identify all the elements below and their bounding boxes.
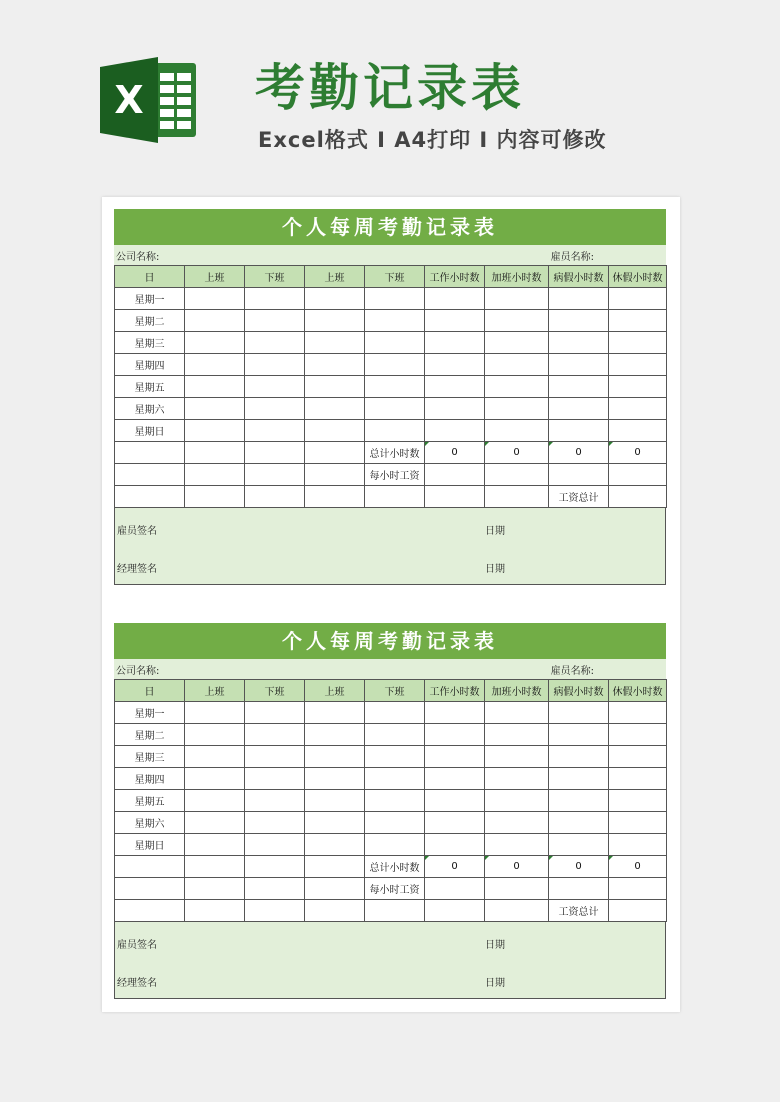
day-row	[115, 354, 667, 376]
day-row	[115, 332, 667, 354]
wage-cell[interactable]	[549, 464, 609, 486]
empty-cell[interactable]	[185, 900, 245, 922]
day-row	[115, 398, 667, 420]
column-header: 上班	[305, 266, 365, 288]
empty-cell[interactable]	[305, 464, 365, 486]
column-header: 日	[115, 266, 185, 288]
time-cell[interactable]	[245, 420, 305, 442]
column-header: 下班	[245, 680, 305, 702]
wage-cell[interactable]	[425, 464, 485, 486]
day-row	[115, 746, 667, 768]
time-cell[interactable]	[305, 288, 365, 310]
time-cell[interactable]	[609, 812, 667, 834]
time-cell[interactable]	[425, 398, 485, 420]
empty-cell[interactable]	[245, 856, 305, 878]
time-cell[interactable]	[549, 812, 609, 834]
time-cell[interactable]	[185, 420, 245, 442]
time-cell[interactable]	[609, 790, 667, 812]
time-cell[interactable]	[609, 834, 667, 856]
time-cell[interactable]	[185, 702, 245, 724]
time-cell[interactable]	[185, 790, 245, 812]
employee-name-label: 雇员名称:	[550, 251, 594, 263]
empty-cell[interactable]	[245, 464, 305, 486]
total-value: 0	[609, 856, 667, 878]
time-cell[interactable]	[549, 834, 609, 856]
total-value: 0	[549, 442, 609, 464]
time-cell[interactable]	[305, 376, 365, 398]
time-cell[interactable]	[365, 398, 425, 420]
hourly-wage-row	[115, 878, 667, 900]
time-cell[interactable]	[485, 724, 549, 746]
empty-cell[interactable]	[305, 856, 365, 878]
time-cell[interactable]	[365, 376, 425, 398]
time-cell[interactable]	[485, 376, 549, 398]
empty-cell[interactable]	[365, 486, 425, 508]
empty-cell[interactable]	[485, 486, 549, 508]
time-cell[interactable]	[245, 834, 305, 856]
column-header: 上班	[185, 266, 245, 288]
column-header: 上班	[305, 680, 365, 702]
time-cell[interactable]	[549, 376, 609, 398]
wage-total-label: 工资总计	[549, 486, 609, 508]
empty-cell[interactable]	[425, 486, 485, 508]
page-title: 考勤记录表	[255, 59, 525, 117]
total-hours-label: 总计小时数	[365, 442, 425, 464]
time-cell[interactable]	[245, 702, 305, 724]
column-header: 工作小时数	[425, 266, 485, 288]
time-cell[interactable]	[425, 746, 485, 768]
empty-cell[interactable]	[485, 900, 549, 922]
time-cell[interactable]	[609, 310, 667, 332]
time-cell[interactable]	[549, 398, 609, 420]
column-header: 病假小时数	[549, 266, 609, 288]
column-header: 病假小时数	[549, 680, 609, 702]
wage-cell[interactable]	[609, 878, 667, 900]
time-cell[interactable]	[549, 354, 609, 376]
day-row	[115, 310, 667, 332]
time-cell[interactable]	[305, 746, 365, 768]
time-cell[interactable]	[485, 354, 549, 376]
empty-cell[interactable]	[185, 464, 245, 486]
time-cell[interactable]	[305, 332, 365, 354]
hourly-wage-row	[115, 464, 667, 486]
empty-cell[interactable]	[245, 486, 305, 508]
time-cell[interactable]	[609, 332, 667, 354]
time-cell[interactable]	[365, 420, 425, 442]
day-label: 星期日	[115, 420, 185, 442]
time-cell[interactable]	[365, 812, 425, 834]
day-label: 星期一	[115, 702, 185, 724]
time-cell[interactable]	[485, 834, 549, 856]
day-row	[115, 288, 667, 310]
wage-total-value[interactable]	[609, 900, 667, 922]
paper-sheet	[102, 197, 680, 1012]
signature-box	[114, 508, 666, 585]
time-cell[interactable]	[485, 812, 549, 834]
info-row	[114, 659, 666, 679]
time-cell[interactable]	[185, 724, 245, 746]
empty-cell[interactable]	[305, 878, 365, 900]
column-header: 日	[115, 680, 185, 702]
empty-cell[interactable]	[115, 900, 185, 922]
day-row	[115, 768, 667, 790]
empty-cell[interactable]	[305, 486, 365, 508]
time-cell[interactable]	[245, 376, 305, 398]
time-cell[interactable]	[245, 812, 305, 834]
employee-date-label: 日期	[485, 526, 505, 537]
time-cell[interactable]	[185, 332, 245, 354]
time-cell[interactable]	[485, 702, 549, 724]
time-cell[interactable]	[365, 354, 425, 376]
time-cell[interactable]	[365, 724, 425, 746]
total-value: 0	[609, 442, 667, 464]
manager-signature-label: 经理签名	[117, 564, 157, 575]
column-header: 上班	[185, 680, 245, 702]
day-label: 星期六	[115, 812, 185, 834]
header-row	[115, 680, 667, 702]
day-row	[115, 790, 667, 812]
day-label: 星期二	[115, 724, 185, 746]
time-cell[interactable]	[365, 332, 425, 354]
day-row	[115, 834, 667, 856]
total-row	[115, 442, 667, 464]
wage-cell[interactable]	[485, 464, 549, 486]
employee-date-label: 日期	[485, 940, 505, 951]
time-cell[interactable]	[609, 354, 667, 376]
page-subtitle: Excel格式 I A4打印 I 内容可修改	[258, 128, 607, 152]
time-cell[interactable]	[305, 834, 365, 856]
empty-cell[interactable]	[185, 856, 245, 878]
empty-cell[interactable]	[305, 442, 365, 464]
time-cell[interactable]	[305, 354, 365, 376]
hourly-wage-label: 每小时工资	[365, 464, 425, 486]
time-cell[interactable]	[365, 288, 425, 310]
wage-total-row	[115, 486, 667, 508]
time-cell[interactable]	[549, 288, 609, 310]
day-label: 星期六	[115, 398, 185, 420]
time-cell[interactable]	[425, 768, 485, 790]
total-value: 0	[485, 856, 549, 878]
day-label: 星期四	[115, 768, 185, 790]
info-row	[114, 245, 666, 265]
time-cell[interactable]	[305, 702, 365, 724]
time-cell[interactable]	[425, 420, 485, 442]
empty-cell[interactable]	[365, 900, 425, 922]
time-cell[interactable]	[365, 834, 425, 856]
time-cell[interactable]	[425, 812, 485, 834]
day-row	[115, 724, 667, 746]
timesheet-form-2	[114, 623, 666, 999]
time-cell[interactable]	[185, 354, 245, 376]
time-cell[interactable]	[305, 768, 365, 790]
column-header: 休假小时数	[609, 680, 667, 702]
day-label: 星期五	[115, 790, 185, 812]
empty-cell[interactable]	[185, 442, 245, 464]
wage-cell[interactable]	[485, 878, 549, 900]
time-cell[interactable]	[245, 790, 305, 812]
time-cell[interactable]	[365, 768, 425, 790]
empty-cell[interactable]	[185, 878, 245, 900]
empty-cell[interactable]	[425, 900, 485, 922]
time-cell[interactable]	[609, 768, 667, 790]
time-cell[interactable]	[549, 332, 609, 354]
day-row	[115, 420, 667, 442]
time-cell[interactable]	[245, 354, 305, 376]
manager-date-label: 日期	[485, 564, 505, 575]
timesheet-form-1	[114, 209, 666, 585]
time-cell[interactable]	[609, 702, 667, 724]
time-cell[interactable]	[485, 768, 549, 790]
time-cell[interactable]	[425, 376, 485, 398]
time-cell[interactable]	[485, 420, 549, 442]
wage-cell[interactable]	[609, 464, 667, 486]
time-cell[interactable]	[549, 768, 609, 790]
empty-cell[interactable]	[185, 486, 245, 508]
empty-cell[interactable]	[245, 878, 305, 900]
timesheet-table	[114, 265, 667, 508]
time-cell[interactable]	[185, 376, 245, 398]
total-value: 0	[549, 856, 609, 878]
time-cell[interactable]	[185, 288, 245, 310]
day-row	[115, 702, 667, 724]
time-cell[interactable]	[425, 834, 485, 856]
time-cell[interactable]	[245, 310, 305, 332]
time-cell[interactable]	[365, 746, 425, 768]
time-cell[interactable]	[365, 790, 425, 812]
column-header: 下班	[245, 266, 305, 288]
wage-total-row	[115, 900, 667, 922]
empty-cell[interactable]	[245, 442, 305, 464]
day-label: 星期三	[115, 332, 185, 354]
time-cell[interactable]	[425, 702, 485, 724]
day-label: 星期日	[115, 834, 185, 856]
time-cell[interactable]	[365, 310, 425, 332]
time-cell[interactable]	[305, 310, 365, 332]
company-name-label: 公司名称:	[116, 251, 160, 263]
sheet-title: 个人每周考勤记录表	[114, 209, 666, 245]
time-cell[interactable]	[245, 332, 305, 354]
time-cell[interactable]	[609, 288, 667, 310]
empty-cell[interactable]	[245, 900, 305, 922]
excel-logo-icon	[100, 55, 200, 145]
employee-signature-label: 雇员签名	[117, 526, 157, 537]
time-cell[interactable]	[485, 790, 549, 812]
column-header: 休假小时数	[609, 266, 667, 288]
total-value: 0	[485, 442, 549, 464]
time-cell[interactable]	[365, 702, 425, 724]
empty-cell[interactable]	[115, 856, 185, 878]
manager-signature-label: 经理签名	[117, 978, 157, 989]
time-cell[interactable]	[549, 724, 609, 746]
day-row	[115, 812, 667, 834]
column-header: 加班小时数	[485, 680, 549, 702]
day-label: 星期四	[115, 354, 185, 376]
time-cell[interactable]	[549, 702, 609, 724]
empty-cell[interactable]	[115, 464, 185, 486]
time-cell[interactable]	[609, 724, 667, 746]
employee-name-label: 雇员名称:	[550, 665, 594, 677]
timesheet-table	[114, 679, 667, 922]
day-label: 星期五	[115, 376, 185, 398]
time-cell[interactable]	[549, 420, 609, 442]
time-cell[interactable]	[185, 310, 245, 332]
header-row	[115, 266, 667, 288]
time-cell[interactable]	[305, 724, 365, 746]
time-cell[interactable]	[245, 398, 305, 420]
time-cell[interactable]	[609, 746, 667, 768]
time-cell[interactable]	[485, 332, 549, 354]
time-cell[interactable]	[305, 812, 365, 834]
total-row	[115, 856, 667, 878]
column-header: 下班	[365, 680, 425, 702]
time-cell[interactable]	[549, 746, 609, 768]
time-cell[interactable]	[425, 790, 485, 812]
time-cell[interactable]	[549, 790, 609, 812]
time-cell[interactable]	[185, 768, 245, 790]
time-cell[interactable]	[425, 332, 485, 354]
empty-cell[interactable]	[305, 900, 365, 922]
excel-logo-letter: X	[114, 78, 144, 122]
column-header: 下班	[365, 266, 425, 288]
time-cell[interactable]	[485, 746, 549, 768]
time-cell[interactable]	[485, 288, 549, 310]
signature-box	[114, 922, 666, 999]
empty-cell[interactable]	[115, 442, 185, 464]
day-label: 星期三	[115, 746, 185, 768]
time-cell[interactable]	[245, 768, 305, 790]
day-row	[115, 376, 667, 398]
wage-cell[interactable]	[425, 878, 485, 900]
total-value: 0	[425, 442, 485, 464]
time-cell[interactable]	[305, 790, 365, 812]
time-cell[interactable]	[485, 310, 549, 332]
column-header: 工作小时数	[425, 680, 485, 702]
sheet-title: 个人每周考勤记录表	[114, 623, 666, 659]
time-cell[interactable]	[305, 420, 365, 442]
company-name-label: 公司名称:	[116, 665, 160, 677]
column-header: 加班小时数	[485, 266, 549, 288]
time-cell[interactable]	[549, 310, 609, 332]
empty-cell[interactable]	[115, 486, 185, 508]
time-cell[interactable]	[425, 724, 485, 746]
employee-signature-label: 雇员签名	[117, 940, 157, 951]
time-cell[interactable]	[185, 834, 245, 856]
hourly-wage-label: 每小时工资	[365, 878, 425, 900]
empty-cell[interactable]	[115, 878, 185, 900]
total-value: 0	[425, 856, 485, 878]
time-cell[interactable]	[485, 398, 549, 420]
day-label: 星期二	[115, 310, 185, 332]
total-hours-label: 总计小时数	[365, 856, 425, 878]
time-cell[interactable]	[609, 420, 667, 442]
time-cell[interactable]	[425, 288, 485, 310]
time-cell[interactable]	[185, 812, 245, 834]
day-label: 星期一	[115, 288, 185, 310]
time-cell[interactable]	[609, 376, 667, 398]
time-cell[interactable]	[425, 310, 485, 332]
wage-cell[interactable]	[549, 878, 609, 900]
wage-total-value[interactable]	[609, 486, 667, 508]
wage-total-label: 工资总计	[549, 900, 609, 922]
time-cell[interactable]	[185, 746, 245, 768]
time-cell[interactable]	[425, 354, 485, 376]
time-cell[interactable]	[245, 746, 305, 768]
time-cell[interactable]	[185, 398, 245, 420]
time-cell[interactable]	[245, 724, 305, 746]
time-cell[interactable]	[609, 398, 667, 420]
time-cell[interactable]	[305, 398, 365, 420]
manager-date-label: 日期	[485, 978, 505, 989]
time-cell[interactable]	[245, 288, 305, 310]
